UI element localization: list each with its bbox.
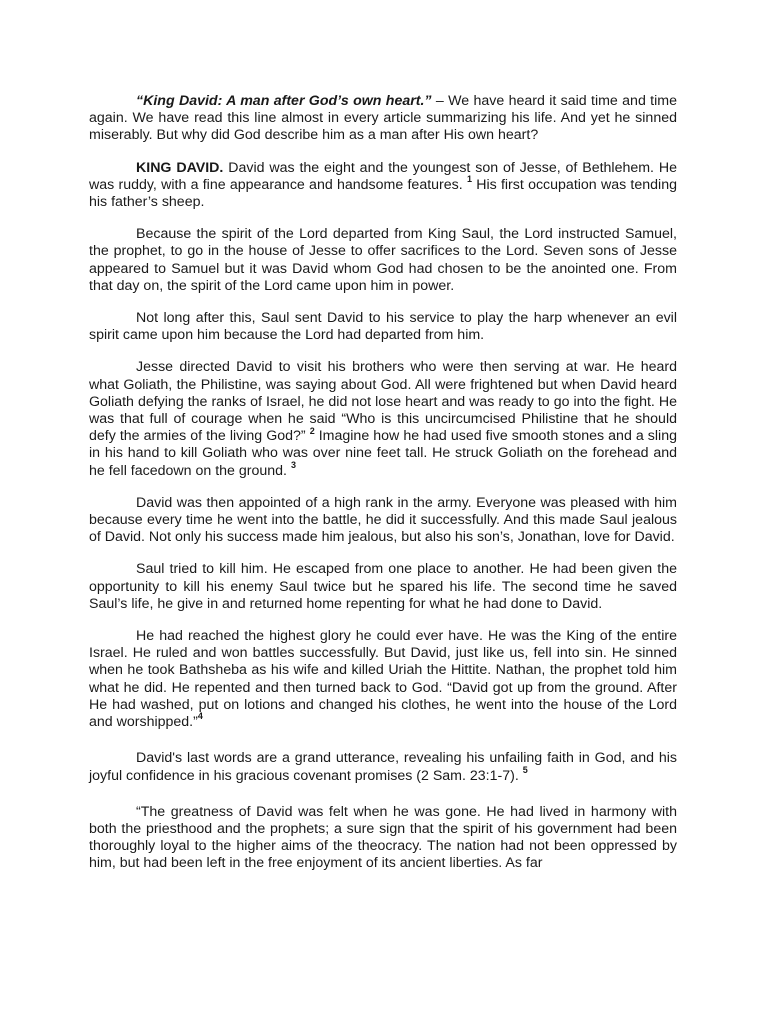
last-words-text: David's last words are a grand utterance, revealing his unfailing faith in God, and his joyful confidence in his gracious covenant promises (2 Sam. 23:1-7). (89, 750, 677, 784)
escape-text: Saul tried to kill him. He escaped from one place to another. He had been given the opportunity to kill his enemy Saul twice but he spared his life. The second time he saved Saul’s life, he give in and returned home repenting for what he had done to David. (89, 561, 677, 612)
goliath-text-a: Jesse directed David to visit his brothers who were then serving at war. He heard what Goliath, the Philistine, was saying about God. All were frightened but when David heard Goliath defying the ranks of Israel, he did not lose heart and was ready to go into the fight. He was that full of courage when he said “Who is this uncircumcised Philistine that he should defy the armies of the living God?” (89, 359, 677, 445)
paragraph-harp (89, 310, 677, 344)
footnote-ref-3[interactable]: 3 (290, 459, 296, 470)
paragraph-last-words (89, 750, 677, 784)
section-heading-king-david: KING DAVID. (136, 159, 224, 176)
goliath-text-b: Imagine how he had used five smooth stones and a sling in his hand to kill Goliath who was over nine feet tall. He struck Goliath on the forehead and he fell facedown on the ground. (89, 428, 677, 479)
paragraph-anointing (89, 226, 677, 295)
footnote-ref-2[interactable]: 2 (309, 425, 315, 436)
paragraph-king-david (89, 160, 677, 212)
footnote-ref-5[interactable]: 5 (522, 764, 528, 775)
footnote-ref-1[interactable]: 1 (466, 174, 472, 185)
army-rank-text: David was then appointed of a high rank in the army. Everyone was pleased with him because every time he went into the battle, he did it successfully. And this made Saul jealous of David. Not only his success made him jealous, but also his son’s, Jonathan, love for David. (89, 494, 677, 546)
harp-text: Not long after this, Saul sent David to his service to play the harp whenever an evil spirit came upon him because the Lord had departed from him. (89, 310, 677, 344)
sin-text: He had reached the highest glory he could ever have. He was the King of the entire Israel. He ruled and won battles successfully. But David, just like us, fell into sin. He sinned when he took Bathsheba as his wife and killed Uriah the Hittite. Nathan, the prophet told him what he did. He repented and then turned back to God. “David got up from the ground. After He had washed, put on lotions and changed his clothes, he went into the house of the Lord and worshipped.” (89, 628, 677, 731)
greatness-text: “The greatness of David was felt when he was gone. He had lived in harmony with both the priesthood and the prophets; a sure sign that the spirit of his government had been thoroughly loyal to the higher aims of the theocracy. The nation had not been oppressed by him, but had been left in the free enjoyment of its ancient liberties. As far (89, 803, 677, 872)
paragraph-army-rank (89, 495, 677, 547)
king-david-text-b: His first occupation was tending his father’s sheep. (89, 176, 677, 211)
paragraph-greatness (89, 804, 677, 873)
paragraph-escape (89, 561, 677, 613)
anointing-text: Because the spirit of the Lord departed from King Saul, the Lord instructed Samuel, the prophet, to go in the house of Jesse to offer sacrifices to the Lord. Seven sons of Jesse appeared to Samuel but it was David whom God had chosen to be the anointed one. From that day on, the spirit of the Lord came upon him in power. (89, 226, 677, 294)
footnote-ref-4[interactable]: 4 (197, 711, 203, 722)
king-david-text-a: David was the eight and the youngest son of Jesse, of Bethlehem. He was ruddy, with a fine appearance and handsome features. (89, 159, 678, 193)
paragraph-goliath (89, 359, 677, 479)
intro-text: – We have heard it said time and time again. We have read this line almost in every article summarizing his life. And yet he sinned miserably. But why did God describe him as a man after His own heart? (89, 93, 677, 144)
paragraph-sin (89, 628, 677, 731)
paragraph-intro (89, 93, 677, 145)
intro-quote: “King David: A man after God’s own heart.” (136, 93, 432, 109)
